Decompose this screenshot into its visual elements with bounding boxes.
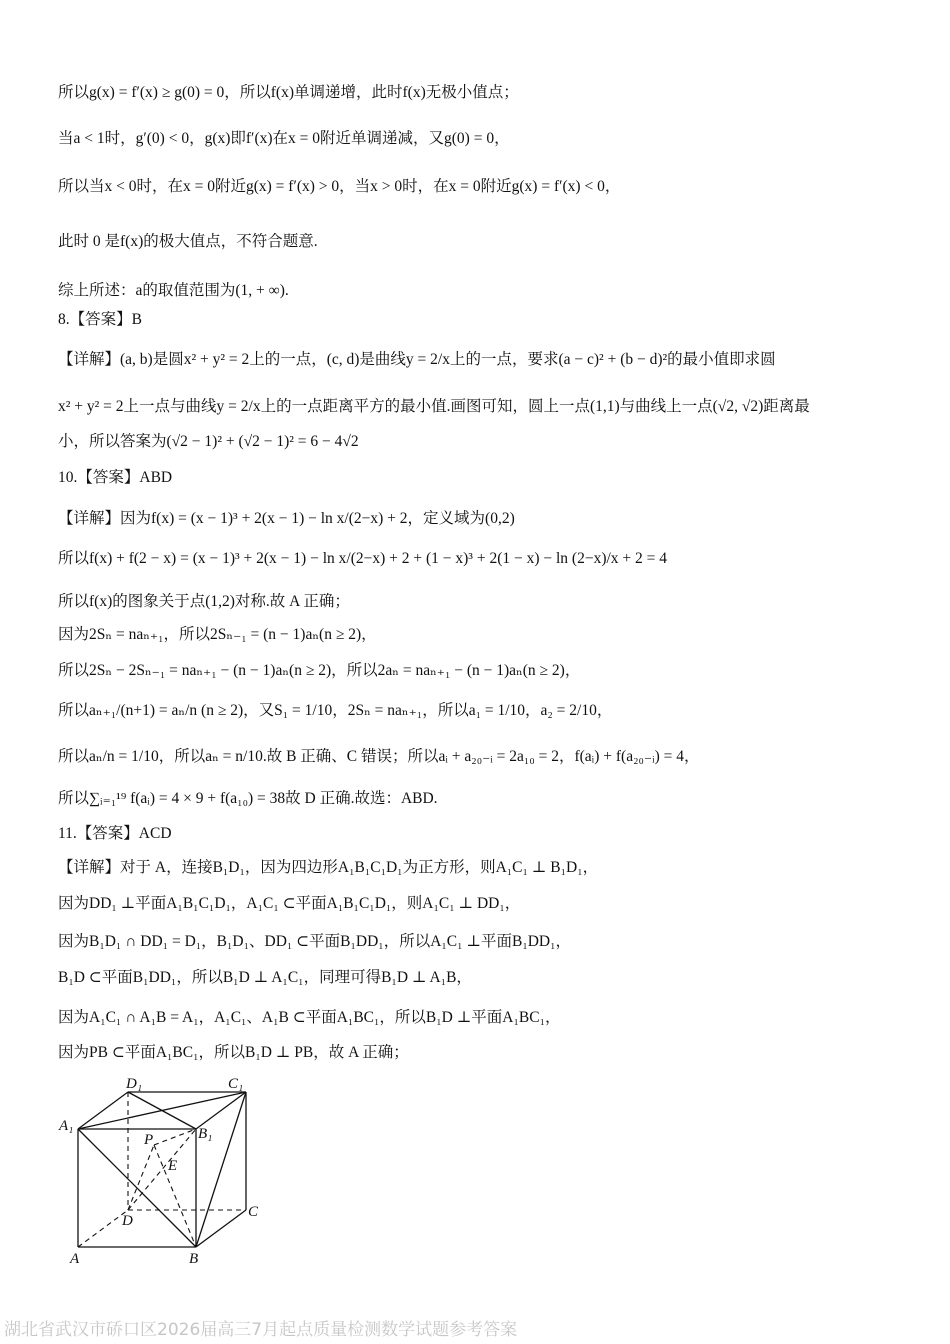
text-line-24: 因为A₁C₁ ∩ A₁B = A₁，A₁C₁、A₁B ⊂平面A₁BC₁，所以B₁D ⊥平面A₁BC₁， bbox=[58, 1009, 561, 1026]
label-e: E bbox=[168, 1158, 178, 1174]
text-line-18: 所以∑ᵢ₌₁¹⁹ f(aᵢ) = 4 × 9 + f(a₁₀) = 38故 D 正确.故选：ABD. bbox=[58, 790, 438, 807]
text-line-11: 【详解】因为f(x) = (x − 1)³ + 2(x − 1) − ln x/(2−x) + 2，定义域为(0,2) bbox=[58, 510, 515, 527]
label-c1: C₁ bbox=[228, 1076, 244, 1092]
answer-heading-11: 11.【答案】ACD bbox=[58, 825, 172, 842]
diag-c1-b bbox=[196, 1092, 246, 1247]
text-line-8: x² + y² = 2上一点与曲线y = 2/x上的一点距离平方的最小值.画图可知，圆上一点(1,1)与曲线上一点(√2, √2)距离最 bbox=[58, 398, 810, 415]
text-line-3: 所以当x < 0时，在x = 0附近g(x) = f′(x) > 0，当x > 0时，在x = 0附近g(x) = f′(x) < 0， bbox=[58, 178, 621, 195]
text-line-15: 所以2Sₙ − 2Sₙ₋₁ = naₙ₊₁ − (n − 1)aₙ(n ≥ 2)，所以2aₙ = naₙ₊₁ − (n − 1)aₙ(n ≥ 2)， bbox=[58, 662, 581, 679]
text-line-4: 此时 0 是f(x)的极大值点，不符合题意. bbox=[58, 233, 318, 250]
text-line-7: 【详解】(a, b)是圆x² + y² = 2上的一点，(c, d)是曲线y = 2/x上的一点，要求(a − c)² + (b − d)²的最小值即求圆 bbox=[58, 351, 776, 368]
label-c: C bbox=[248, 1204, 259, 1220]
text-line-2: 当a < 1时，g′(0) < 0，g(x)即f′(x)在x = 0附近单调递减，又g(0) = 0， bbox=[58, 130, 510, 147]
label-a: A bbox=[70, 1251, 80, 1267]
label-b: B bbox=[189, 1251, 199, 1267]
text-line-13: 所以f(x)的图象关于点(1,2)对称.故 A 正确； bbox=[58, 593, 350, 610]
answer-heading-8: 8.【答案】B bbox=[58, 311, 142, 328]
text-line-22: 因为B₁D₁ ∩ DD₁ = D₁，B₁D₁、DD₁ ⊂平面B₁DD₁，所以A₁C₁ ⊥平面B₁DD₁， bbox=[58, 933, 572, 950]
diag-a1-b bbox=[78, 1129, 196, 1247]
cube-figure bbox=[56, 1072, 276, 1268]
text-line-20: 【详解】对于 A，连接B₁D₁，因为四边形A₁B₁C₁D₁为正方形，则A₁C₁ ⊥ B₁D₁， bbox=[58, 859, 599, 876]
label-d1: D₁ bbox=[126, 1076, 143, 1092]
answer-heading-10: 10.【答案】ABD bbox=[58, 469, 173, 486]
text-line-1: 所以g(x) = f′(x) ≥ g(0) = 0，所以f(x)单调递增，此时f(x)无极小值点； bbox=[58, 84, 519, 101]
text-line-23: B₁D ⊂平面B₁DD₁，所以B₁D ⊥ A₁C₁，同理可得B₁D ⊥ A₁B， bbox=[58, 969, 472, 986]
text-line-16: 所以aₙ₊₁/(n+1) = aₙ/n (n ≥ 2)，又S₁ = 1/10，2Sₙ = naₙ₊₁，所以a₁ = 1/10，a₂ = 2/10， bbox=[58, 702, 613, 719]
text-line-25: 因为PB ⊂平面A₁BC₁，所以B₁D ⊥ PB，故 A 正确； bbox=[58, 1044, 409, 1061]
label-d: D bbox=[122, 1213, 133, 1229]
label-p: P bbox=[144, 1132, 154, 1148]
text-line-9: 小，所以答案为(√2 − 1)² + (√2 − 1)² = 6 − 4√2 bbox=[58, 433, 359, 450]
edge-b-c bbox=[196, 1210, 246, 1247]
hidden-diag-d-b1 bbox=[128, 1129, 196, 1210]
text-line-14: 因为2Sₙ = naₙ₊₁，所以2Sₙ₋₁ = (n − 1)aₙ(n ≥ 2)， bbox=[58, 626, 377, 643]
hidden-line-p-b1 bbox=[154, 1129, 196, 1145]
text-line-17: 所以aₙ/n = 1/10，所以aₙ = n/10.故 B 正确、C 错误；所以aᵢ + a₂₀₋ᵢ = 2a₁₀ = 2，f(aᵢ) + f(a₂₀₋ᵢ) = 4， bbox=[58, 748, 700, 765]
text-line-21: 因为DD₁ ⊥平面A₁B₁C₁D₁，A₁C₁ ⊂平面A₁B₁C₁D₁，则A₁C₁ ⊥ DD₁， bbox=[58, 895, 521, 912]
label-a1: A₁ bbox=[59, 1118, 74, 1134]
label-b1: B₁ bbox=[198, 1126, 213, 1142]
text-line-5: 综上所述：a的取值范围为(1, + ∞). bbox=[58, 282, 289, 299]
footer-watermark: 湖北省武汉市硚口区2026届高三7月起点质量检测数学试题参考答案 bbox=[4, 1320, 518, 1340]
hidden-edge-a-d bbox=[78, 1210, 128, 1247]
text-line-12: 所以f(x) + f(2 − x) = (x − 1)³ + 2(x − 1) − ln x/(2−x) + 2 + (1 − x)³ + 2(1 − x) − ln (2−x)/x + 2 = 4 bbox=[58, 550, 668, 567]
diag-d1-b1 bbox=[128, 1092, 196, 1129]
